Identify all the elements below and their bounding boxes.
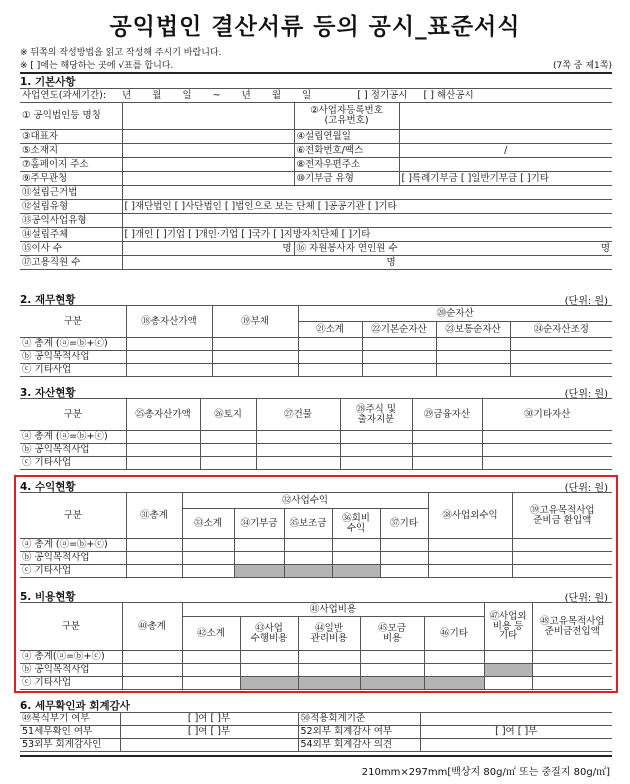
expense-table xyxy=(20,602,612,690)
cell[interactable] xyxy=(512,539,612,552)
audit-opinion-label: 54외부 회계감사 의견 xyxy=(298,739,420,752)
disabled-cell xyxy=(332,565,380,578)
cell[interactable] xyxy=(240,651,298,664)
cell[interactable] xyxy=(424,664,484,677)
address-label: ⑤소재지 xyxy=(20,144,122,158)
rev-subtotal-header: ㉝소계 xyxy=(182,509,234,539)
cell[interactable] xyxy=(428,552,512,565)
cell[interactable] xyxy=(484,651,532,664)
email-label: ⑧전자우편주소 xyxy=(294,158,399,172)
cell[interactable] xyxy=(182,552,234,565)
cell[interactable] xyxy=(126,457,200,470)
cell[interactable] xyxy=(284,539,332,552)
biz-reg-no-field[interactable] xyxy=(399,103,612,130)
disabled-cell xyxy=(284,565,332,578)
section-4-title: 4. 수익현황 xyxy=(20,481,76,493)
assets-table xyxy=(20,398,612,470)
revenue-table xyxy=(20,492,612,578)
assets-gubun-header: 구분 xyxy=(20,399,126,431)
cell[interactable] xyxy=(200,431,256,444)
cell[interactable] xyxy=(362,338,436,351)
cell[interactable] xyxy=(482,444,612,457)
section-5-unit: (단위: 원) xyxy=(564,593,608,604)
cell[interactable] xyxy=(126,552,182,565)
cell[interactable] xyxy=(256,457,340,470)
cell[interactable] xyxy=(200,457,256,470)
tax-audit-table xyxy=(20,712,612,752)
cell[interactable] xyxy=(212,338,298,351)
volunteers-row xyxy=(294,242,612,256)
cell[interactable] xyxy=(122,677,182,690)
disabled-cell xyxy=(234,565,284,578)
fin-basic-net-header: ㉒기본순자산 xyxy=(362,322,436,338)
regular-disclosure-checkbox[interactable]: [ ] 정기공시 xyxy=(357,89,408,101)
public-biz-type-label: ⑬공익사업유형 xyxy=(20,214,122,228)
cell[interactable] xyxy=(510,351,612,364)
volunteers-label: ⑯ 자원봉사자 연인원 수 xyxy=(296,242,398,254)
assets-financial-header: ㉙금융자산 xyxy=(412,399,482,431)
cell[interactable] xyxy=(256,431,340,444)
basic-info-table xyxy=(20,88,612,270)
section-2-unit: (단위: 원) xyxy=(564,296,608,307)
exp-gubun-header: 구분 xyxy=(20,603,122,651)
cell[interactable] xyxy=(122,664,182,677)
dissolution-disclosure-checkbox[interactable]: [ ] 해산공시 xyxy=(423,89,474,101)
assets-other-header: ㉚기타자산 xyxy=(482,399,612,431)
fin-row-other: ⓒ 기타사업 xyxy=(20,364,126,377)
disabled-cell xyxy=(240,677,298,690)
accounting-standard-field[interactable] xyxy=(420,713,612,726)
phone-fax-field[interactable]: / xyxy=(399,144,612,158)
cell[interactable] xyxy=(436,351,510,364)
cell[interactable] xyxy=(362,351,436,364)
employees-label: ⑰고용직원 수 xyxy=(20,256,122,270)
cell[interactable] xyxy=(332,552,380,565)
assets-building-header: ㉗건물 xyxy=(256,399,340,431)
section-3-title: 3. 자산현황 xyxy=(20,387,76,399)
external-audit-label: 52외부 회계감사 여부 xyxy=(298,726,420,739)
public-biz-type-field[interactable] xyxy=(122,214,612,228)
fin-liabilities-header: ⑲부채 xyxy=(212,306,298,338)
cell[interactable] xyxy=(340,431,412,444)
bookkeeping-options[interactable]: [ ]여 [ ]부 xyxy=(120,713,298,726)
cell[interactable] xyxy=(298,338,362,351)
cell[interactable] xyxy=(436,364,510,377)
org-name-label: ① 공익법인등 명칭 xyxy=(20,103,122,130)
cell[interactable] xyxy=(298,364,362,377)
cell[interactable] xyxy=(340,457,412,470)
cell[interactable] xyxy=(126,444,200,457)
cell[interactable] xyxy=(200,444,256,457)
cell[interactable] xyxy=(512,565,612,578)
rev-gubun-header: 구분 xyxy=(20,493,126,539)
exp-reserve-header: ㊽고유목적사업 준비금전입액 xyxy=(532,603,612,651)
cell[interactable] xyxy=(436,338,510,351)
rev-row-total: ⓐ 총계 (ⓐ=ⓑ+ⓒ) xyxy=(20,539,126,552)
rev-reserve-header: ㊴고유목적사업 준비금 환입액 xyxy=(512,493,612,539)
fin-net-assets-header: ⑳순자산 xyxy=(298,306,612,322)
rev-business-header: ㉜사업수익 xyxy=(182,493,428,509)
disabled-cell xyxy=(360,677,424,690)
fiscal-year-row xyxy=(20,89,612,103)
cell[interactable] xyxy=(510,338,612,351)
volunteers-unit[interactable]: 명 xyxy=(600,242,611,254)
cell[interactable] xyxy=(340,444,412,457)
exp-nonbusiness-header: ㊼사업외 비용 등 기타 xyxy=(484,603,532,651)
biz-reg-no-label: ②사업자등록번호 (고유번호) xyxy=(294,103,399,130)
assets-row-other: ⓒ 기타사업 xyxy=(20,457,126,470)
employees-unit: 명 xyxy=(386,256,396,268)
exp-row-total: ⓐ 총계(ⓐ=ⓑ+ⓒ) xyxy=(20,651,122,664)
section-5-title: 5. 비용현황 xyxy=(20,591,76,603)
rev-donation-header: ㉞기부금 xyxy=(234,509,284,539)
cell[interactable] xyxy=(182,651,240,664)
exp-business-header: ㊶사업비용 xyxy=(182,603,484,617)
audit-opinion-field[interactable] xyxy=(420,739,612,752)
cell[interactable] xyxy=(126,364,212,377)
assets-land-header: ㉖토지 xyxy=(200,399,256,431)
note-1: ※ 뒤쪽의 작성방법을 읽고 작성해 주시기 바랍니다. xyxy=(20,48,222,58)
cell[interactable] xyxy=(126,539,182,552)
cell[interactable] xyxy=(182,565,234,578)
cell[interactable] xyxy=(126,565,182,578)
cell[interactable] xyxy=(380,565,428,578)
founding-type-options[interactable]: [ ]재단법인 [ ]사단법인 [ ]법인으로 보는 단체 [ ]공공기관 [ ]기타 xyxy=(122,200,612,214)
note-2: ※ [ ]에는 해당하는 곳에 √표를 합니다. xyxy=(20,61,174,71)
legal-basis-field[interactable] xyxy=(122,186,612,200)
legal-basis-label: ⑪설립근거법 xyxy=(20,186,122,200)
cell[interactable] xyxy=(240,664,298,677)
section-4-unit: (단위: 원) xyxy=(564,483,608,494)
cell[interactable] xyxy=(182,539,234,552)
external-audit-options[interactable]: [ ]여 [ ]부 xyxy=(420,726,612,739)
fin-adjust-header: ㉔순자산조정 xyxy=(510,322,612,338)
cell[interactable] xyxy=(298,351,362,364)
rev-row-public: ⓑ 공익목적사업 xyxy=(20,552,126,565)
rev-subsidy-header: ㉟보조금 xyxy=(284,509,332,539)
founding-date-field[interactable] xyxy=(399,130,612,144)
fin-row-public: ⓑ 공익목적사업 xyxy=(20,351,126,364)
section-2-title: 2. 재무현황 xyxy=(20,294,76,306)
cell[interactable] xyxy=(482,431,612,444)
cell[interactable] xyxy=(428,539,512,552)
fin-general-net-header: ㉓보통순자산 xyxy=(436,322,510,338)
email-field[interactable] xyxy=(399,158,612,172)
cell[interactable] xyxy=(212,351,298,364)
cell[interactable] xyxy=(532,664,612,677)
representative-label: ③대표자 xyxy=(20,130,122,144)
cell[interactable] xyxy=(362,364,436,377)
rev-dues-header: ㊱회비 수익 xyxy=(332,509,380,539)
disabled-cell xyxy=(424,677,484,690)
rev-row-other: ⓒ 기타사업 xyxy=(20,565,126,578)
cell[interactable] xyxy=(332,539,380,552)
cell[interactable] xyxy=(256,444,340,457)
disabled-cell xyxy=(484,664,532,677)
form-title: 공익법인 결산서류 등의 공시_표준서식 xyxy=(109,14,521,40)
tax-confirm-label: 51세무확인 여부 xyxy=(20,726,120,739)
cell[interactable] xyxy=(412,431,482,444)
cell[interactable] xyxy=(182,677,240,690)
org-name-field[interactable] xyxy=(122,103,294,130)
cell[interactable] xyxy=(234,552,284,565)
section-1-title: 1. 기본사항 xyxy=(20,76,76,88)
tax-confirm-options[interactable]: [ ]여 [ ]부 xyxy=(120,726,298,739)
cell[interactable] xyxy=(360,651,424,664)
cell[interactable] xyxy=(212,364,298,377)
rev-nonbusiness-header: ㊳사업외수익 xyxy=(428,493,512,539)
page-info: (7쪽 중 제1쪽) xyxy=(553,61,612,71)
representative-field[interactable] xyxy=(122,130,294,144)
cell[interactable] xyxy=(126,431,200,444)
cell[interactable] xyxy=(126,338,212,351)
homepage-field[interactable] xyxy=(122,158,294,172)
exp-fundraising-header: ㊺모금 비용 xyxy=(360,617,424,651)
founder-label: ⑭설립주체 xyxy=(20,228,122,242)
exp-row-public: ⓑ 공익목적사업 xyxy=(20,664,122,677)
donation-type-options[interactable]: [ ]특례기부금 [ ]일반기부금 [ ]기타 xyxy=(399,172,612,186)
cell[interactable] xyxy=(412,457,482,470)
fin-subtotal-header: ㉑소계 xyxy=(298,322,362,338)
exp-operation-header: ㊸사업 수행비용 xyxy=(240,617,298,651)
section-3-unit: (단위: 원) xyxy=(564,389,608,400)
fin-row-total: ⓐ 총계 (ⓐ=ⓑ+ⓒ) xyxy=(20,338,126,351)
exp-total-header: ㊵총계 xyxy=(122,603,182,651)
cell[interactable] xyxy=(182,664,240,677)
cell[interactable] xyxy=(532,677,612,690)
bookkeeping-label: ㊾복식부기 여부 xyxy=(20,713,120,726)
cell[interactable] xyxy=(126,351,212,364)
disabled-cell xyxy=(298,677,360,690)
employees-field[interactable] xyxy=(122,256,612,270)
assets-total-header: ㉕총자산가액 xyxy=(126,399,200,431)
founder-options[interactable]: [ ]개인 [ ]기업 [ ]개인·기업 [ ]국가 [ ]지방자치단체 [ ]기타 xyxy=(122,228,612,242)
exp-admin-header: ㊹일반 관리비용 xyxy=(298,617,360,651)
rev-other-header: ㊲기타 xyxy=(380,509,428,539)
assets-stock-header: ㉘주식 및 출자지분 xyxy=(340,399,412,431)
cell[interactable] xyxy=(380,552,428,565)
cell[interactable] xyxy=(428,565,512,578)
paper-spec: 210mm×297mm[백상지 80g/㎡ 또는 중질지 80g/㎡] xyxy=(361,767,610,778)
auditor-label: 53외부 회계감사인 xyxy=(20,739,120,752)
exp-subtotal-header: ㊷소계 xyxy=(182,617,240,651)
donation-type-label: ⑩기부금 유형 xyxy=(294,172,399,186)
fin-gubun-header: 구분 xyxy=(20,306,126,338)
cell[interactable] xyxy=(512,552,612,565)
fiscal-year-label: 사업연도(과세기간): xyxy=(22,89,107,101)
cell[interactable] xyxy=(532,651,612,664)
fin-total-assets-header: ⑱총자산가액 xyxy=(126,306,212,338)
directors-label: ⑮이사 수 xyxy=(20,242,122,256)
exp-other-header: ㊻기타 xyxy=(424,617,484,651)
cell[interactable] xyxy=(298,664,360,677)
assets-row-total: ⓐ 총계 (ⓐ=ⓑ+ⓒ) xyxy=(20,431,126,444)
accounting-standard-label: ㊿적용회계기준 xyxy=(298,713,420,726)
authority-label: ⑨주무관청 xyxy=(20,172,122,186)
founding-date-label: ④설립연월일 xyxy=(294,130,399,144)
phone-fax-label: ⑥전화번호/팩스 xyxy=(294,144,399,158)
financial-table xyxy=(20,305,612,377)
founding-type-label: ⑫설립유형 xyxy=(20,200,122,214)
section-6-title: 6. 세무확인과 회계감사 xyxy=(20,700,130,712)
cell[interactable] xyxy=(424,651,484,664)
auditor-field[interactable] xyxy=(120,739,298,752)
cell[interactable] xyxy=(284,552,332,565)
cell[interactable] xyxy=(122,651,182,664)
cell[interactable] xyxy=(482,457,612,470)
rev-total-header: ㉛총계 xyxy=(126,493,182,539)
cell[interactable] xyxy=(360,664,424,677)
cell[interactable] xyxy=(412,444,482,457)
assets-row-public: ⓑ 공익목적사업 xyxy=(20,444,126,457)
directors-field[interactable]: 명 xyxy=(122,242,294,256)
cell[interactable] xyxy=(298,651,360,664)
cell[interactable] xyxy=(380,539,428,552)
authority-field[interactable] xyxy=(122,172,294,186)
cell[interactable] xyxy=(484,677,532,690)
homepage-label: ⑦홈페이지 주소 xyxy=(20,158,122,172)
fiscal-year-period: 년 월 일 ~ 년 월 일 xyxy=(122,89,312,101)
exp-row-other: ⓒ 기타사업 xyxy=(20,677,122,690)
cell[interactable] xyxy=(234,539,284,552)
address-field[interactable] xyxy=(122,144,294,158)
cell[interactable] xyxy=(510,364,612,377)
